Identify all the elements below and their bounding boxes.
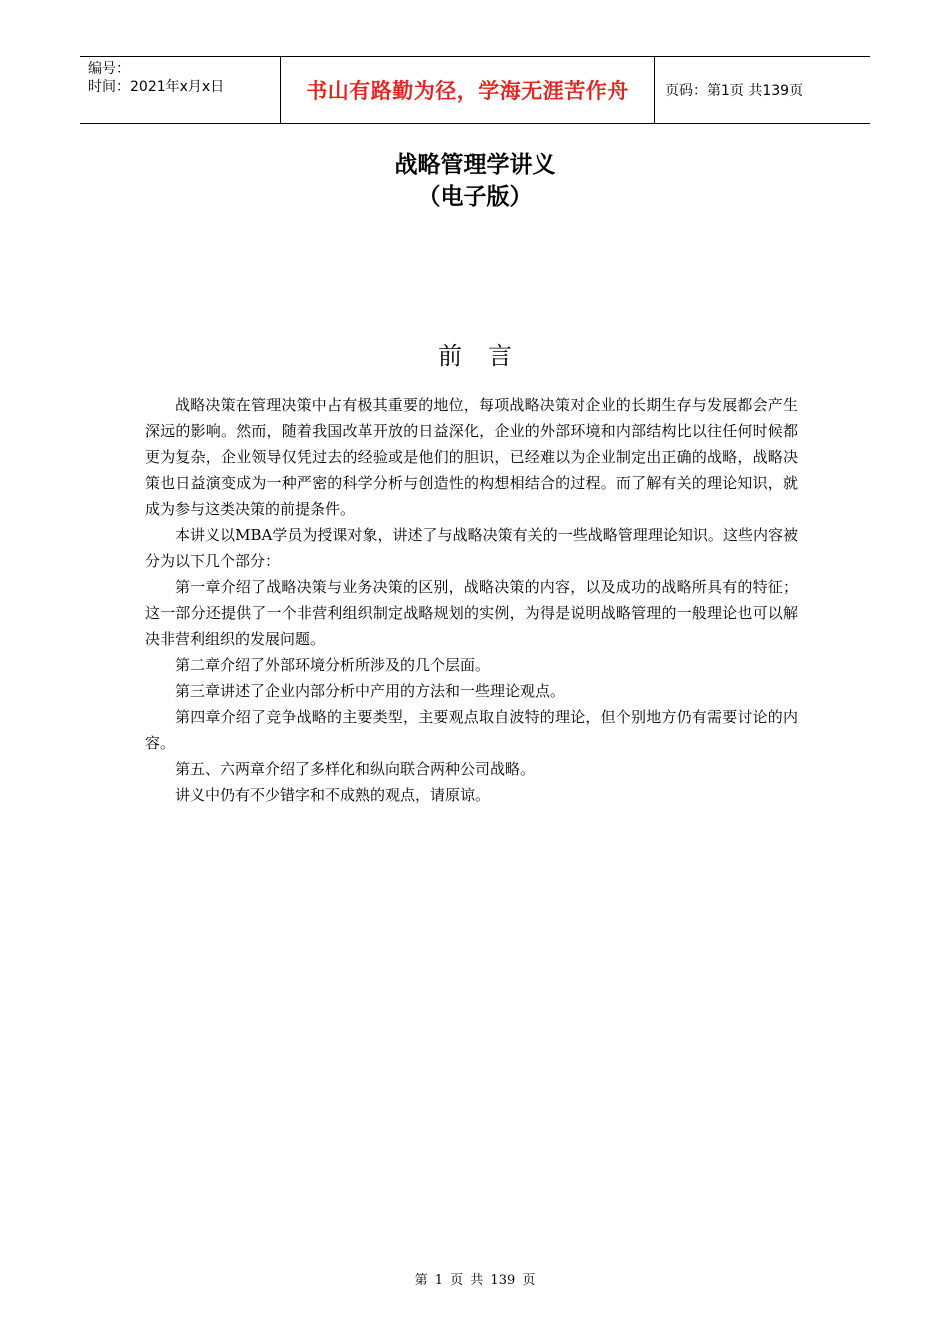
header-motto: 书山有路勤为径，学海无涯苦作舟	[281, 57, 655, 123]
paragraph: 战略决策在管理决策中占有极其重要的地位，每项战略决策对企业的长期生存与发展都会产生深远的影响。然而，随着我国改革开放的日益深化，企业的外部环境和内部结构比以往任何时候都更为复杂，企业领导仅凭过去的经验或是他们的胆识，已经难以为企业制定出正确的战略，战略决策也日益演变成为一种严密的科学分析与创造性的构想相结合的过程。而了解有关的理论知识，就成为参与这类决策的前提条件。	[145, 396, 798, 518]
preface-body	[145, 392, 798, 808]
paragraph: 第四章介绍了竞争战略的主要类型，主要观点取自波特的理论，但个别地方仍有需要讨论的内容。	[145, 708, 798, 752]
document-number-label: 编号：	[88, 61, 130, 77]
page-header	[80, 56, 870, 124]
page-footer: 第 1 页 共 139 页	[414, 1273, 536, 1288]
paragraph: 第一章介绍了战略决策与业务决策的区别，战略决策的内容，以及成功的战略所具有的特征；这一部分还提供了一个非营利组织制定战略规划的实例，为得是说明战略管理的一般理论也可以解决非营利组织的发展问题。	[145, 578, 798, 648]
header-page-info: 页码：第1页 共139页	[665, 83, 804, 99]
paragraph: 讲义中仍有不少错字和不成熟的观点，请原谅。	[175, 786, 491, 804]
document-date: 时间：2021年x月x日	[88, 79, 225, 95]
paragraph: 本讲义以MBA学员为授课对象，讲述了与战略决策有关的一些战略管理理论知识。这些内容被分为以下几个部分：	[145, 526, 798, 570]
document-title: 战略管理学讲义	[394, 152, 556, 178]
paragraph: 第二章介绍了外部环境分析所涉及的几个层面。	[175, 656, 491, 674]
header-meta	[80, 57, 281, 123]
document-subtitle: （电子版）	[417, 184, 533, 210]
paragraph: 第三章讲述了企业内部分析中产用的方法和一些理论观点。	[175, 682, 566, 700]
preface-heading: 前言	[438, 342, 538, 370]
paragraph: 第五、六两章介绍了多样化和纵向联合两种公司战略。	[175, 760, 536, 778]
